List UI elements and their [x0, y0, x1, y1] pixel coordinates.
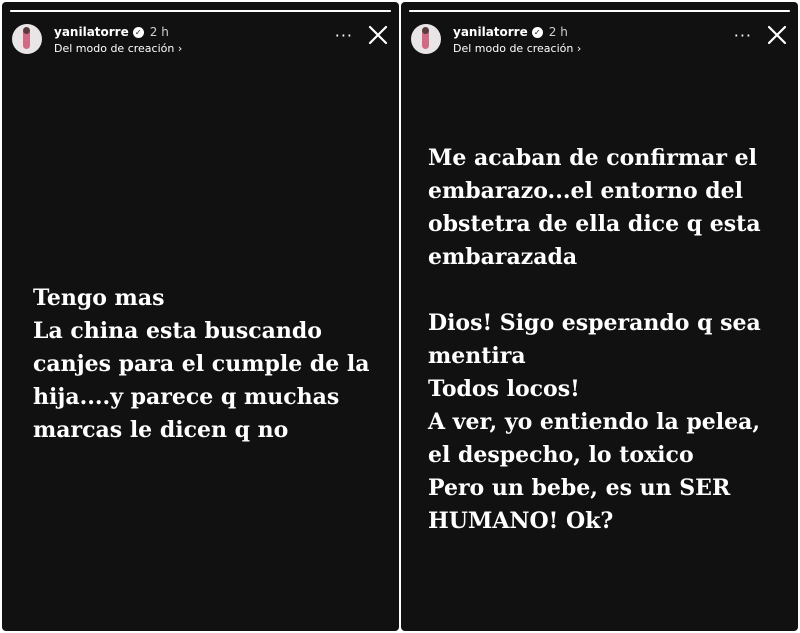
- story-user-line: [453, 25, 568, 39]
- story-progress-fill: [409, 10, 790, 12]
- more-options-button[interactable]: ···: [334, 26, 353, 45]
- story-user-line: [54, 25, 169, 39]
- story-panel-left[interactable]: [2, 2, 399, 631]
- story-header: [12, 24, 389, 58]
- close-icon[interactable]: [367, 24, 389, 46]
- verified-badge-icon: ✓: [532, 27, 543, 38]
- story-progress-fill: [10, 10, 391, 12]
- username[interactable]: yanilatorre: [54, 25, 129, 39]
- username[interactable]: yanilatorre: [453, 25, 528, 39]
- creation-mode-link[interactable]: Del modo de creación ›: [54, 42, 183, 55]
- verified-badge-icon: ✓: [133, 27, 144, 38]
- story-time: 2 h: [149, 25, 169, 39]
- avatar-head: [23, 27, 30, 34]
- story-panel-right[interactable]: [401, 2, 798, 631]
- creation-mode-link[interactable]: Del modo de creación ›: [453, 42, 582, 55]
- avatar-head: [422, 27, 429, 34]
- avatar[interactable]: [411, 24, 441, 54]
- close-icon[interactable]: [766, 24, 788, 46]
- story-time: 2 h: [548, 25, 568, 39]
- story-text: Me acaban de confirmar el embarazo...el entorno del obstetra de ella dice q esta embarazada Dios! Sigo esperando q sea mentira Todos locos! A ver, yo entiendo la pelea, el despecho, lo toxico Pero un bebe, es un SER HUMANO! Ok?: [428, 145, 761, 534]
- story-progress-bar: [10, 10, 391, 12]
- more-options-button[interactable]: ···: [733, 26, 752, 45]
- story-header: [411, 24, 788, 58]
- story-text: Tengo mas La china esta buscando canjes para el cumple de la hija....y parece q muchas marcas le dicen q no: [33, 285, 370, 443]
- avatar[interactable]: [12, 24, 42, 54]
- story-progress-bar: [409, 10, 790, 12]
